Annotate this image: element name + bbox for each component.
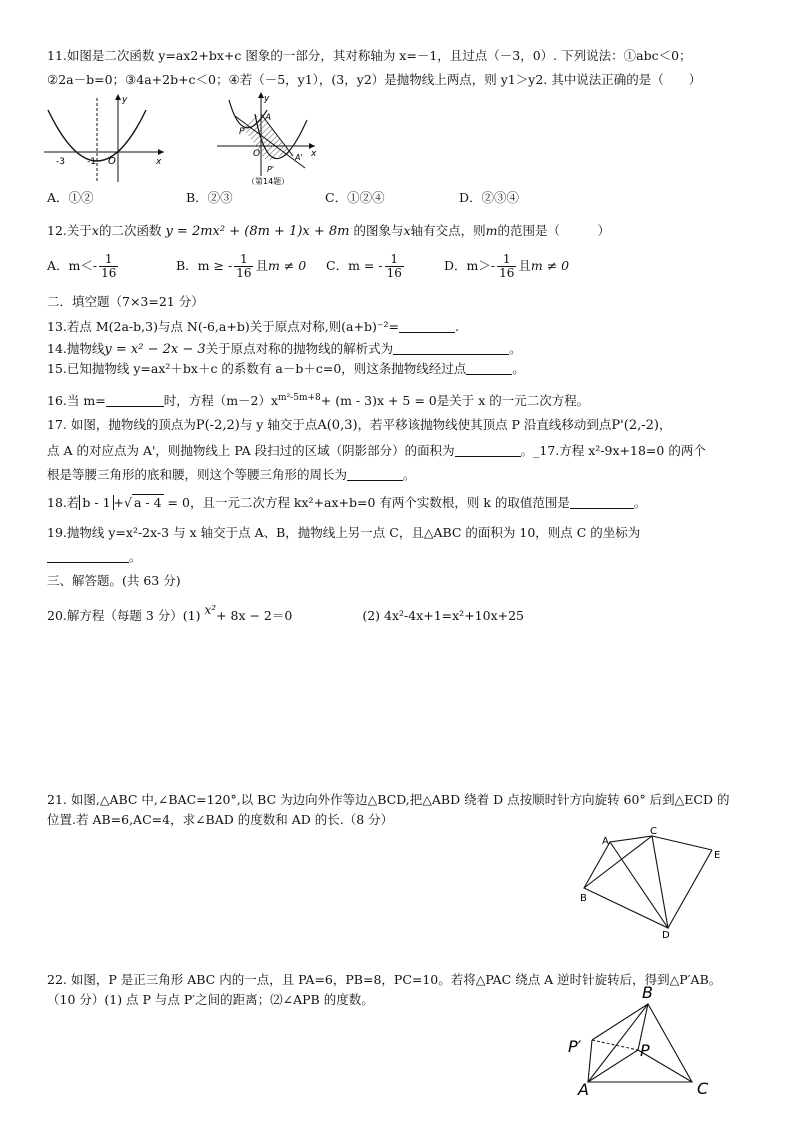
q17-line2: 点 A 的对应点为 A'，则抛物线上 PA 段扫过的区域（阴影部分）的面积为 。_17.方程 x²-9x+18=0 的两个 <box>47 443 706 458</box>
q12-option-c: C．m = - $\frac{1}{16}$ <box>326 252 402 280</box>
q21-label-c: C <box>650 826 657 837</box>
q22-label-c: C <box>697 1079 709 1098</box>
q15-answer-blank[interactable] <box>466 361 512 375</box>
q21-line1: 21. 如图,△ABC 中,∠BAC=120°,以 BC 为边向外作等边△BCD,把△ABD 绕着 D 点按顺时针方向旋转 60° 后到△ECD 的 <box>47 792 730 807</box>
q14-answer-blank[interactable] <box>393 341 509 355</box>
q11-g2-a-label: A <box>265 113 272 123</box>
q17-line1: 17. 如图，抛物线的顶点为P(-2,2)与 y 轴交于点A(0,3)，若平移该抛物线使其顶点 P 沿直线移动到点P'(2,-2)， <box>47 417 672 433</box>
q21-line2: 位置.若 AB=6,AC=4，求∠BAD 的度数和 AD 的长.（8 分） <box>47 812 394 827</box>
q11-g2-o-label: O <box>253 149 261 159</box>
q22-label-p-prime: P′ <box>568 1037 582 1056</box>
q19-line1: 19.抛物线 y=x²-2x-3 与 x 轴交于点 A、B，抛物线上另一点 C，且△ABC 的面积为 10，则点 C 的坐标为 <box>47 525 641 540</box>
q12-option-d: D．m＞- $\frac{1}{16}$ 且m ≠ 0 <box>444 252 570 280</box>
q21-label-d: D <box>662 930 670 941</box>
q22-line1: 22. 如图，P 是正三角形 ABC 内的一点，且 PA=6，PB=8，PC=10。若将△PAC 绕点 A 逆时针旋转后，得到△P′AB。 <box>47 972 722 987</box>
q14: 14.抛物线y = x² − 2x − 3关于原点对称的抛物线的解析式为 。 <box>47 341 522 357</box>
q18-absolute-value: b - 1 <box>79 495 113 510</box>
q11-line1: 11.如图是二次函数 y=ax2+bx+c 图象的一部分，其对称轴为 x=－1，且过点（－3，0）. 下列说法：①abc＜0； <box>47 48 692 63</box>
q19-answer-blank[interactable] <box>47 549 129 563</box>
q17-area-blank[interactable] <box>455 443 521 457</box>
q11-option-a: A．①② <box>47 190 94 205</box>
q11-g1-x-label: x <box>156 157 162 167</box>
q21-figure <box>572 828 732 944</box>
q20: 20.解方程（每题 3 分）(1) x²+ 8x − 2＝0 (2) 4x²-4x+1=x²+10x+25 <box>47 603 525 623</box>
q13-answer-blank[interactable] <box>399 319 455 333</box>
q15: 15.已知抛物线 y=ax²＋bx＋c 的系数有 a－b＋c=0，则这条抛物线经过点 。 <box>47 361 525 376</box>
q12-stem: 12.关于x的二次函数 y = 2mx² + (8m + 1)x + 8m 的图象与x轴有交点，则m的范围是（ ） <box>47 223 610 239</box>
q11-g1-origin-label: O <box>108 156 116 167</box>
q16-answer-blank[interactable] <box>106 393 164 407</box>
q11-g2-a-prime-label: A' <box>295 153 303 162</box>
q11-g1-y-label: y <box>122 95 128 105</box>
q21-label-b: B <box>580 893 587 904</box>
q11-g2-p-label: P <box>239 127 245 137</box>
q13: 13.若点 M(2a-b,3)与点 N(-6,a+b)关于原点对称,则(a+b)⁻²= . <box>47 319 459 334</box>
q22-figure <box>562 982 742 1102</box>
q19-line2: 。 <box>47 548 142 566</box>
q11-g2-p-prime-label: P' <box>267 165 275 174</box>
q11-graph-parabola <box>42 92 172 184</box>
q11-g2-caption: （第14题） <box>247 177 290 186</box>
q17-perimeter-blank[interactable] <box>347 467 403 481</box>
q12-function-formula: y = 2mx² + (8m + 1)x + 8m <box>165 224 350 239</box>
q11-graph-shifted-parabolas <box>215 90 325 186</box>
q17-line3: 根是等腰三角形的底和腰，则这个等腰三角形的周长为 。 <box>47 467 416 482</box>
q18-answer-blank[interactable] <box>570 495 634 509</box>
q11-line2: ②2a－b=0；③4a+2b+c＜0；④若（－5，y1），(3，y2）是抛物线上两点，则 y1＞y2. 其中说法正确的是（ ） <box>47 72 702 87</box>
q21-label-e: E <box>714 850 721 861</box>
q11-g2-x-label: x <box>311 149 317 159</box>
q11-option-c: C．①②④ <box>325 190 385 205</box>
q12-option-b: B．m ≥ - $\frac{1}{16}$ 且m ≠ 0 <box>176 252 307 280</box>
section-solve-title: 三、解答题。(共 63 分) <box>47 573 181 588</box>
q12-option-a: A．m＜- $\frac{1}{16}$ <box>47 252 117 280</box>
q22-label-a: A <box>578 1080 589 1099</box>
q18-square-root: a - 4 <box>133 495 162 510</box>
q11-option-d: D．②③④ <box>459 190 520 205</box>
q22-label-b: B <box>642 983 653 1002</box>
q11-g1-neg3-label: -3 <box>56 157 65 167</box>
q11-option-b: B．②③ <box>186 190 233 205</box>
q22-label-p: P <box>640 1041 650 1060</box>
q18: 18.若 b - 1 +√ a - 4 = 0，且一元二次方程 kx²+ax+b=0 有两个实数根，则 k 的取值范围是 。 <box>47 495 647 510</box>
section-fill-in-blank-title: 二．填空题（7×3=21 分） <box>47 294 204 309</box>
q16: 16.当 m= 时，方程$(m-2)x^{m^2-5m+8}+ (m - 3)x + 5 = 0$是关于 x 的一元二次方程。 <box>47 393 590 409</box>
q21-label-a: A <box>602 836 609 847</box>
q11-g2-y-label: y <box>264 94 270 104</box>
q22-line2: （10 分）(1) 点 P 与点 P′之间的距离；⑵∠APB 的度数。 <box>47 992 374 1007</box>
q11-g1-neg1-label: -1 <box>87 157 96 167</box>
